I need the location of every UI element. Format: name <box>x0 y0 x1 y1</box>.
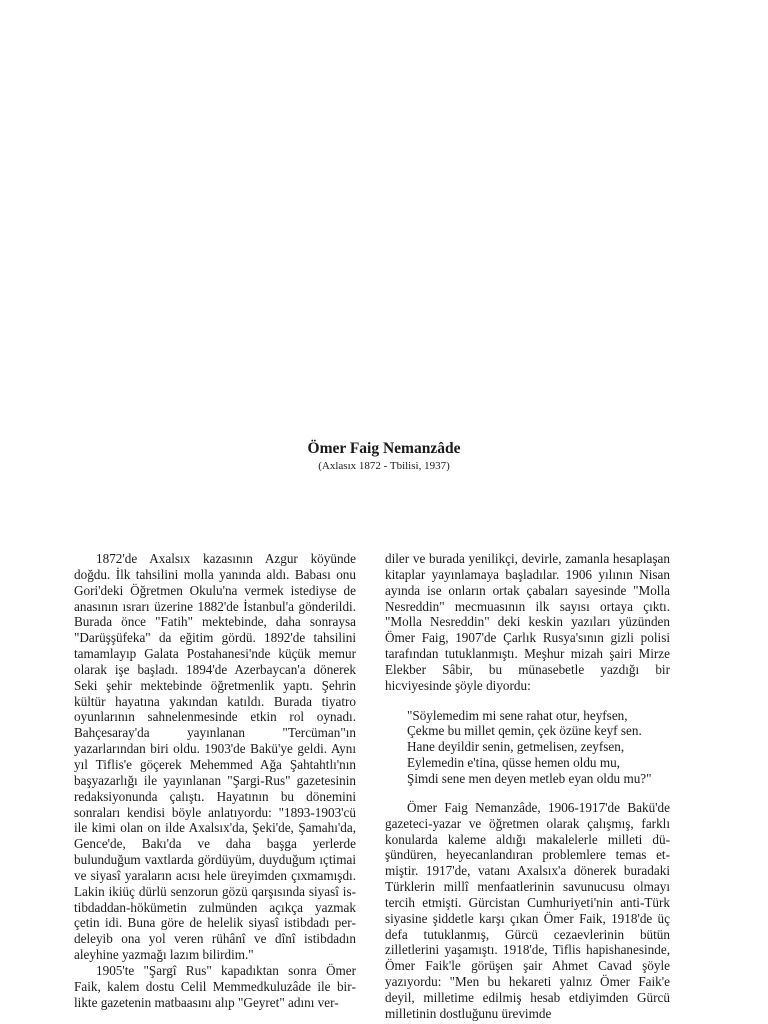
left-column <box>74 551 356 1010</box>
poem-line: Şimdi sene men deyen metleb eyan oldu mu?" <box>407 770 652 786</box>
right-column <box>385 551 670 1022</box>
right-paragraph-2: Ömer Faig Nemanzâde, 1906-1917'de Bakü'de gazeteci-yazar ve öğretmen olarak çalışmış, farklı konularda kaleme aldığı makalelerle milleti düşündüren, heyecanlandıran problemlere temas etmiştir. 1917'de, vatanı Axalsıx'a dönerek buradaki Türklerin millî menfaatlerinin savunucusu olmayı tercih etmişti. Gürcistan Cumhuriyeti'nin anti-Türk siyasine şiddetle karşı çıkan Ömer Faik, 1918'de üç defa tutuklanmış, Gürcü cezaevlerinin bütün zilletlerini yaşamıştı. 1918'de, Tiflis hapishanesinde, Ömer Faik'le görüşen şair Ahmet Cavad şöyle yazıyordu: "Men bu hekareti yalnız Ömer Faik'e deyil, milletime edilmiş hesab etdiyimden Gürcü milletinin dostluğunu ürevimde <box>385 799 670 1021</box>
page-title: Ömer Faig Nemanzâde <box>307 440 461 457</box>
poem-quote <box>407 708 670 787</box>
page-subtitle: (Axlasıx 1872 - Tbilisi, 1937) <box>318 460 450 472</box>
poem-line: Eylemedin e'tina, qüsse hemen oldu mu, <box>407 755 620 771</box>
poem-line: Hane deyildir senin, getmelisen, zeyfsen, <box>407 739 625 755</box>
poem-line: Çekme bu millet qemin, çek özüne keyf sen. <box>407 723 642 739</box>
right-paragraph-1: diler ve burada yenilikçi, devirle, zamanla hesaplaşan kitaplar yayınlamaya başladılar. 1906 yılının Nisan ayında ise onların ortak çabaları sayesinde "Molla Nesreddin" mecmuasının ilk sayısı ortaya çıktı. "Molla Nesreddin" deki keskin yazıları yüzünden Ömer Faig, 1907'de Çarlık Rusya'sının gizli polisi tarafından tutuklanmıştı. Meşhur mizah şairi Mirze Elekber Sâbir, bu münasebetle yazdığı bir hicviyesinde şöyle diyordu: <box>385 551 670 693</box>
poem-line: "Söylemedim mi sene rahat otur, heyfsen, <box>407 707 628 723</box>
left-paragraph-1: 1872'de Axalsıx kazasının Azgur köyünde doğdu. İlk tahsilini molla yanında aldı. Babası onu Gori'deki Öğretmen Okulu'na vermek istediyse de anasının ısrarı üzerine 1882'de İstanbul'a gönderildi. Burada önce "Fatih" mektebinde, daha sonraysa "Darüşşüfeka" da eğitim gördü. 1892'de tahsilini tamamlayıp Galata Postahanesi'nde küçük memur olarak işe başladı. 1894'de Azerbaycan'a dönerek Seki şehir mektebinde öğretmenlik yaptı. Şehrin kültür hayatına yakından katıldı. Burada tiyatro oyunlarının sahnelenmesinde etkin rol oynadı. Bahçesaray'da yayınlanan "Tercüman"ın yazarlarından biri oldu. 1903'de Bakü'ye geldi. Aynı yıl Tiflis'e göçerek Mehemmed Ağa Şahtahtlı'nın başyazarlığı ile yayınlanan "Şargi-Rus" gazetesinin redaksiyonunda çalıştı. Hayatının bu dönemini sonraları kendisi böyle anlatıyordu: "1893-1903'cü ile kimi olan on ilde Axalsıx'da, Şeki'de, Şamahı'da, Gence'de, Bakı'da ve daha başga yerlerde bulunduğum vaxtlarda gördüyüm, duyduğum ıçtimai ve siyasî yaraların acısı hele üreyimden çıxmamışdı. Lakin ikiüç dürlü senzorun gözü qarşısında siyasî istibdaddan-hökümetin zulmünden açıkça yazmak çetin idi. Buna göre de helelik siyasî istibdadı perdeleyib ona yol veren rühânî ve dînî istibdadın aleyhine yazmağı lazım bilirdim." <box>74 551 356 963</box>
left-paragraph-2: 1905'te "Şargî Rus" kapadıktan sonra Ömer Faik, kalem dostu Celil Memmedkuluzâde ile birlikte gazetenin matbaasını alıp "Geyret" adını ver- <box>74 962 356 1010</box>
